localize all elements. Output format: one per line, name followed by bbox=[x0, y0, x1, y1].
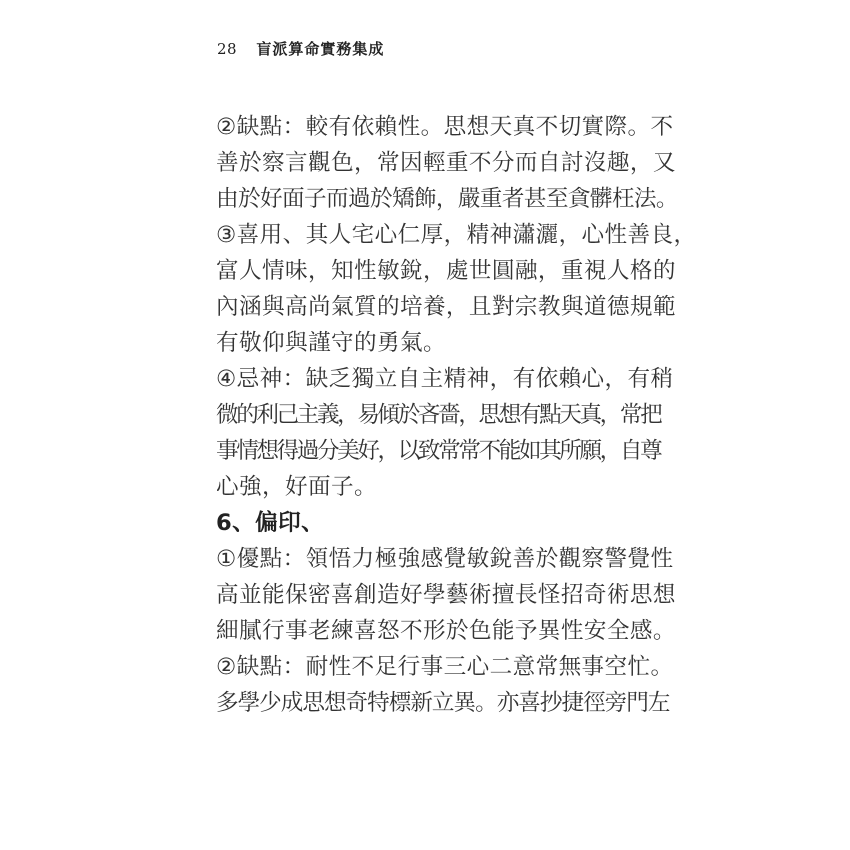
text-line: ④忌神：缺乏獨立自主精神，有依賴心，有稍 bbox=[216, 366, 674, 392]
text-line: 細膩行事老練喜怒不形於色能予異性安全感。 bbox=[216, 618, 676, 644]
text-line: ①優點：領悟力極強感覺敏銳善於觀察警覺性 bbox=[216, 546, 674, 572]
text-line: 微的利己主義，易傾於吝嗇，思想有點天真，常把 bbox=[216, 402, 661, 428]
text-line: 有敬仰與謹守的勇氣。 bbox=[216, 330, 446, 356]
text-line: 事情想得過分美好，以致常常不能如其所願，自尊 bbox=[216, 438, 661, 464]
running-header bbox=[217, 38, 384, 59]
text-line: 善於察言觀色，常因輕重不分而自討沒趣，又 bbox=[216, 150, 676, 176]
text-line: 富人情味，知性敏銳，處世圓融，重視人格的 bbox=[216, 258, 676, 284]
text-line: ②缺點：較有依賴性。思想天真不切實際。不 bbox=[216, 114, 674, 140]
text-line: 心強，好面子。 bbox=[216, 474, 377, 500]
text-line: ③喜用、其人宅心仁厚，精神瀟灑，心性善良， bbox=[216, 222, 697, 248]
text-line: 高並能保密喜創造好學藝術擅長怪招奇術思想 bbox=[216, 582, 676, 608]
text-line: 由於好面子而過於矯飾，嚴重者甚至貪髒枉法。 bbox=[216, 186, 678, 212]
body-text bbox=[216, 109, 697, 721]
text-line: 內涵與高尚氣質的培養，且對宗教與道德規範 bbox=[216, 294, 676, 320]
text-line: 多學少成思想奇特標新立異。亦喜抄捷徑旁門左 bbox=[216, 690, 670, 716]
book-title: 盲派算命實務集成 bbox=[256, 40, 385, 58]
section-heading: 6、偏印、 bbox=[216, 510, 325, 536]
text-line: ②缺點：耐性不足行事三心二意常無事空忙。 bbox=[216, 654, 674, 680]
page-number: 28 bbox=[217, 40, 238, 58]
